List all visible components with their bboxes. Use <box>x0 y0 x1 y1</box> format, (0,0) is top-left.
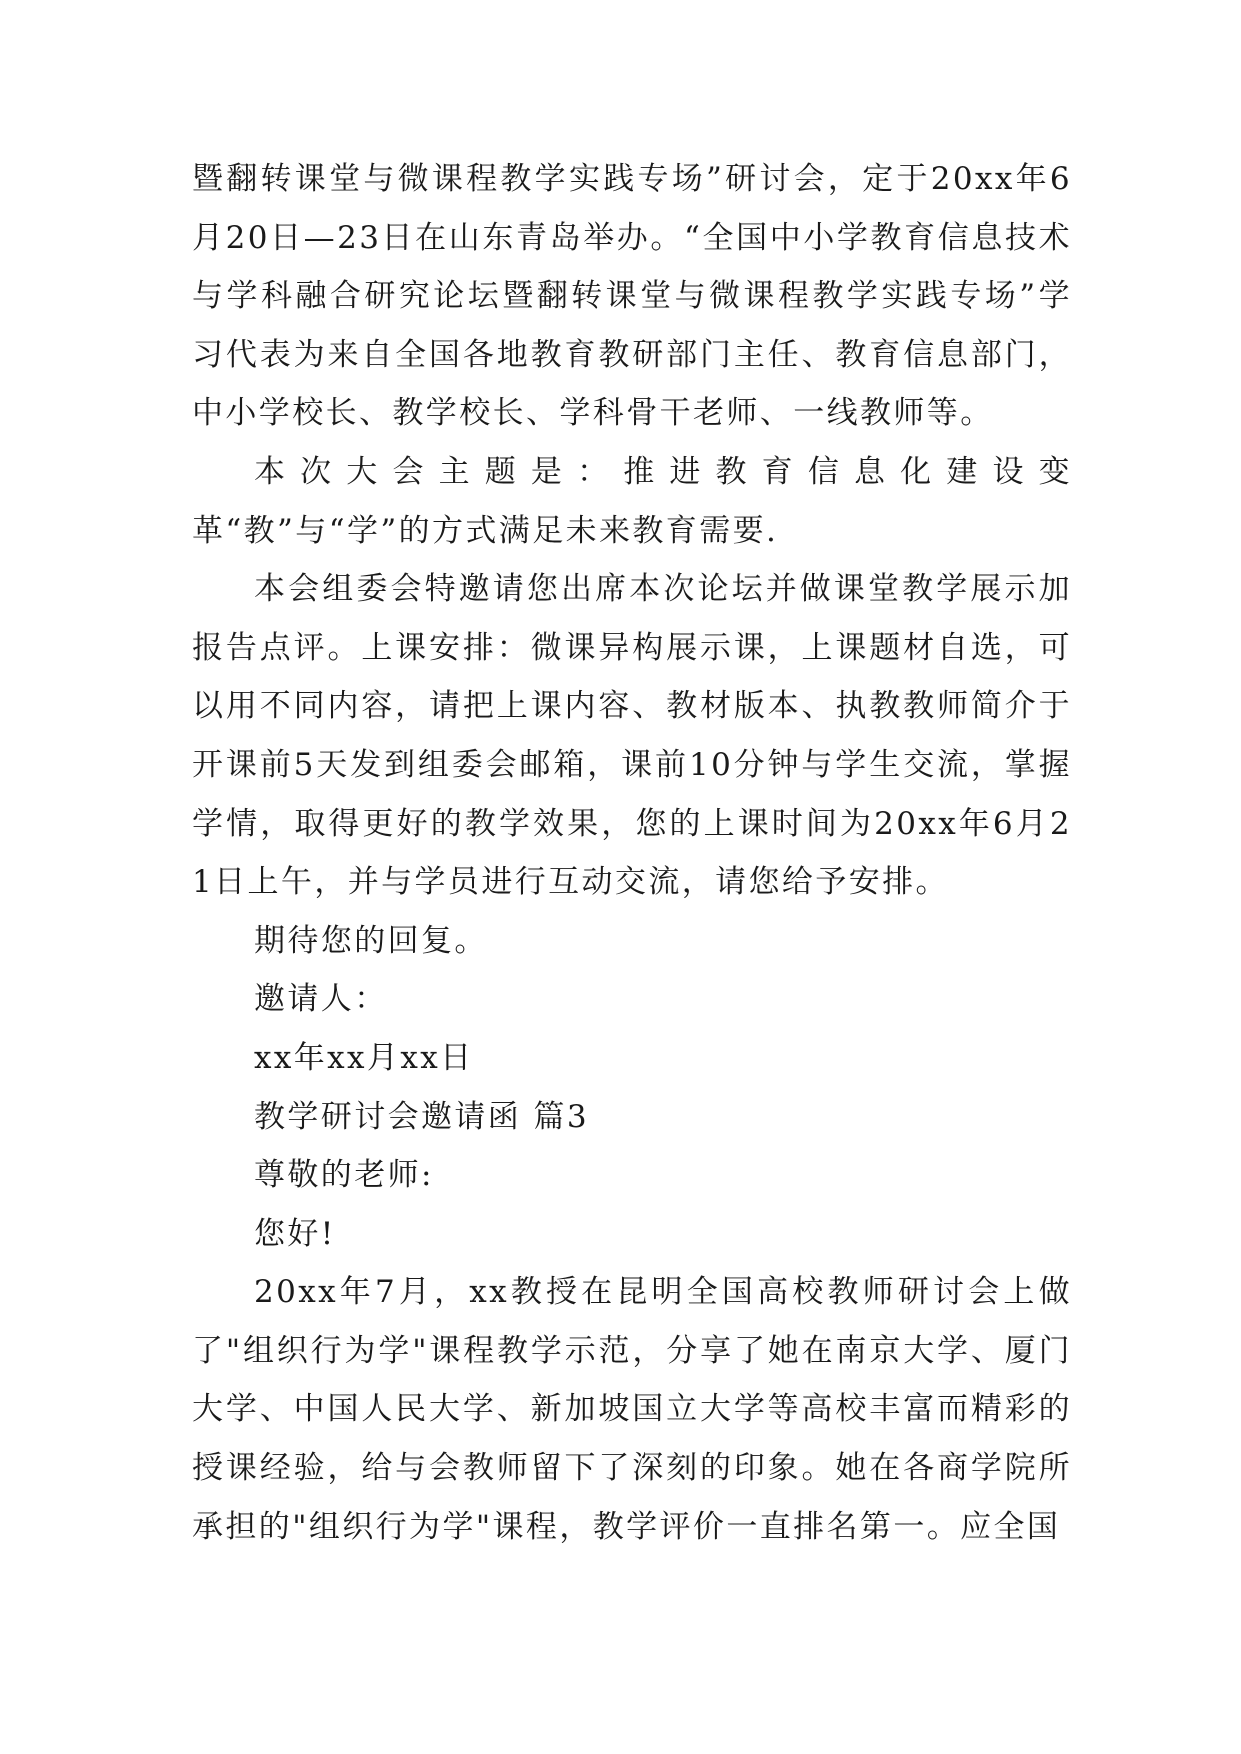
paragraph-invitation: 本会组委会特邀请您出席本次论坛并做课堂教学展示加报告点评。上课安排：微课异构展示课，上课题材自选，可以用不同内容，请把上课内容、教材版本、执教教师简介于开课前5天发到组委会邮箱，课前10分钟与学生交流，掌握学情，取得更好的教学效果，您的上课时间为20xx年6月21日上午，并与学员进行互动交流，请您给予安排。 <box>192 571 1072 901</box>
inviter-label: 邀请人： <box>254 981 388 1018</box>
paragraph-intro: 20xx年7月，xx教授在昆明全国高校教师研讨会上做了"组织行为学"课程教学示范，分享了她在南京大学、厦门大学、中国人民大学、新加坡国立大学等高校丰富而精彩的授课经验，给与会教师留下了深刻的印象。她在各商学院所承担的"组织行为学"课程，教学评价一直排名第一。应全国 <box>192 1274 1072 1545</box>
document-body <box>192 150 1072 1556</box>
date-line: xx年xx月xx日 <box>254 1039 474 1076</box>
salutation: 尊敬的老师: <box>254 1157 434 1194</box>
paragraph-continuation: 暨翻转课堂与微课程教学实践专场”研讨会，定于20xx年6月20日—23日在山东青岛举办。“全国中小学教育信息技术与学科融合研究论坛暨翻转课堂与微课程教学实践专场”学习代表为来自全国各地教育教研部门主任、教育信息部门，中小学校长、教学校长、学科骨干老师、一线教师等。 <box>192 161 1072 432</box>
paragraph-theme: 本次大会主题是：推进教育信息化建设变革“教”与“学”的方式满足未来教育需要. <box>192 453 1072 549</box>
closing-line: 期待您的回复。 <box>254 922 488 959</box>
section-heading: 教学研讨会邀请函 篇3 <box>254 1098 589 1135</box>
greeting: 您好! <box>254 1215 336 1252</box>
